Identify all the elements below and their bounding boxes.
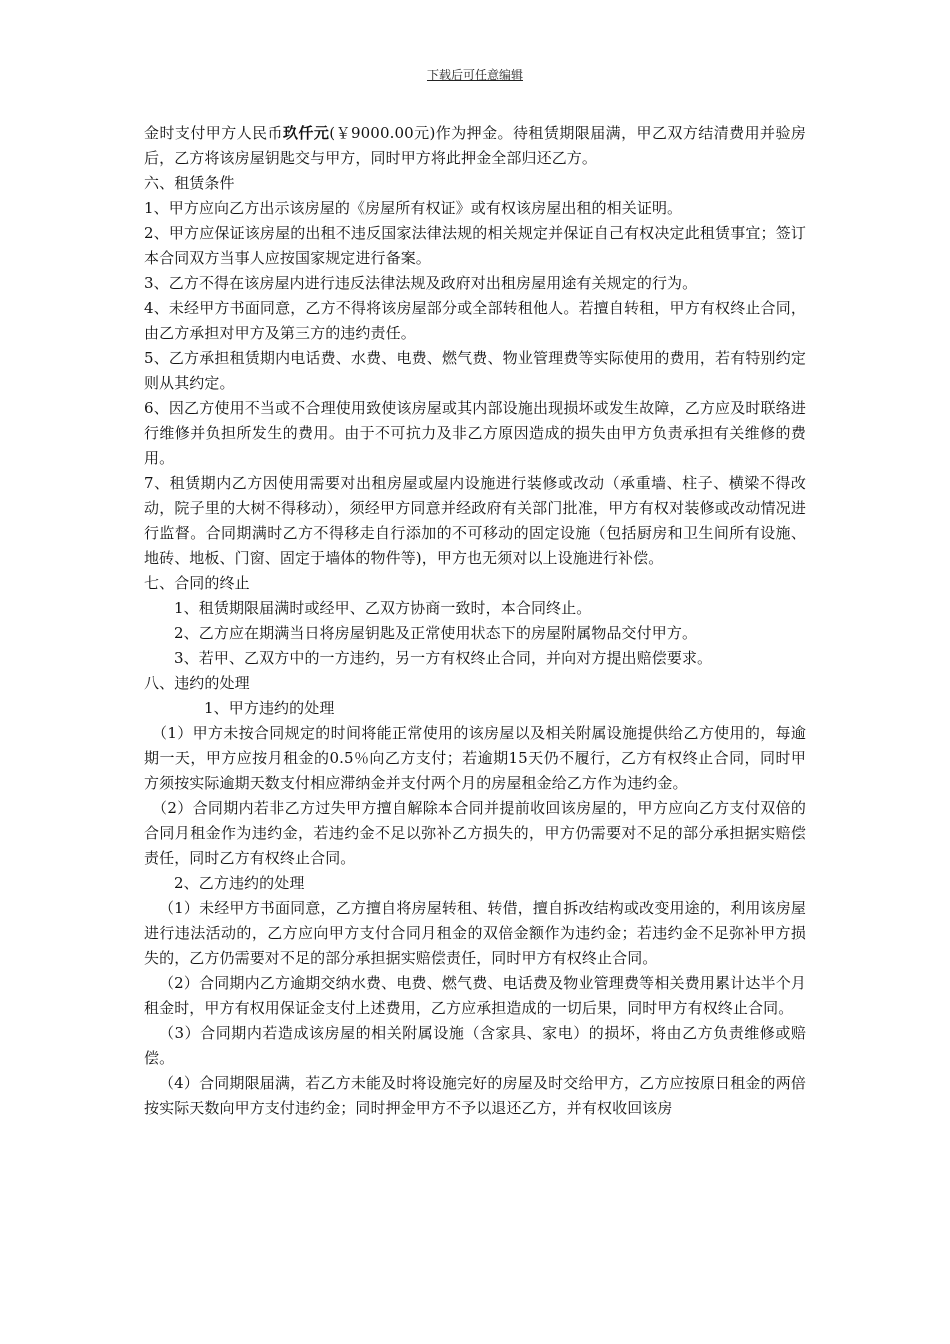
section-6-item-6: 6、因乙方使用不当或不合理使用致使该房屋或其内部设施出现损坏或发生故障，乙方应及时联络进行维修并负担所发生的费用。由于不可抗力及非乙方原因造成的损失由甲方负责承担有关维修的费用。 [144, 399, 806, 467]
section-6-item-2: 2、甲方应保证该房屋的出租不违反国家法律法规的相关规定并保证自己有权决定此租赁事宜；签订本合同双方当事人应按国家规定进行备案。 [144, 224, 806, 267]
section-8-title: 八、违约的处理 [144, 674, 250, 692]
section-7-item-3: 3、若甲、乙双方中的一方违约，另一方有权终止合同，并向对方提出赔偿要求。 [174, 649, 713, 667]
download-note-header [0, 66, 950, 83]
section-7-title: 七、合同的终止 [144, 574, 250, 592]
contract-body [144, 121, 806, 1121]
section-6-item-1: 1、甲方应向乙方出示该房屋的《房屋所有权证》或有权该房屋出租的相关证明。 [144, 199, 683, 217]
section-8-sub1-item-1: （1）甲方未按合同规定的时间将能正常使用的该房屋以及相关附属设施提供给乙方使用的，每逾期一天，甲方应按月租金的0.5％向乙方支付；若逾期15天仍不履行，乙方有权终止合同，同时甲方须按实际逾期天数支付相应滞纳金并支付两个月的房屋租金给乙方作为违约金。 [144, 724, 806, 792]
section-6-title: 六、租赁条件 [144, 174, 235, 192]
section-8-sub1-item-2: （2）合同期内若非乙方过失甲方擅自解除本合同并提前收回该房屋的，甲方应向乙方支付双倍的合同月租金作为违约金，若违约金不足以弥补乙方损失的，甲方仍需要对不足的部分承担据实赔偿责任，同时乙方有权终止合同。 [144, 799, 806, 867]
deposit-amount-words: 玖仟元 [282, 124, 330, 142]
deposit-paragraph [144, 121, 806, 171]
section-7-item-1: 1、租赁期限届满时或经甲、乙双方协商一致时，本合同终止。 [174, 599, 592, 617]
section-6-item-3: 3、乙方不得在该房屋内进行违反法律法规及政府对出租房屋用途有关规定的行为。 [144, 274, 698, 292]
section-8-sub2-item-3: （3）合同期内若造成该房屋的相关附属设施（含家具、家电）的损坏，将由乙方负责维修或赔偿。 [144, 1024, 806, 1067]
section-6-item-5: 5、乙方承担租赁期内电话费、水费、电费、燃气费、物业管理费等实际使用的费用，若有特别约定则从其约定。 [144, 349, 806, 392]
section-8-sub2-item-2: （2）合同期内乙方逾期交纳水费、电费、燃气费、电话费及物业管理费等相关费用累计达半个月租金时，甲方有权用保证金支付上述费用，乙方应承担造成的一切后果，同时甲方有权终止合同。 [144, 974, 806, 1017]
download-note-text: 下载后可任意编辑 [426, 68, 523, 82]
section-6-item-7: 7、租赁期内乙方因使用需要对出租房屋或屋内设施进行装修或改动（承重墙、柱子、横梁不得改动，院子里的大树不得移动），须经甲方同意并经政府有关部门批准，甲方有权对装修或改动情况进行监督。合同期满时乙方不得移走自行添加的不可移动的固定设施（包括厨房和卫生间所有设施、地砖、地板、门窗、固定于墙体的物件等)，甲方也无须对以上设施进行补偿。 [144, 474, 806, 567]
section-8-sub2-title: 2、乙方违约的处理 [174, 874, 305, 892]
section-8-sub2-item-1: （1）未经甲方书面同意，乙方擅自将房屋转租、转借，擅自拆改结构或改变用途的，利用该房屋进行违法活动的，乙方应向甲方支付合同月租金的双倍金额作为违约金；若违约金不足弥补甲方损失的，乙方仍需要对不足的部分承担据实赔偿责任，同时甲方有权终止合同。 [144, 899, 806, 967]
section-6-item-4: 4、未经甲方书面同意，乙方不得将该房屋部分或全部转租他人。若擅自转租，甲方有权终止合同，由乙方承担对甲方及第三方的违约责任。 [144, 299, 806, 342]
section-7-item-2: 2、乙方应在期满当日将房屋钥匙及正常使用状态下的房屋附属物品交付甲方。 [174, 624, 698, 642]
deposit-text-a: 金时支付甲方人民币 [144, 124, 283, 142]
deposit-text-b: (￥9000.00元)作为押金。待租赁期限届满，甲乙双方结清费用并验房后，乙方将该房屋钥匙交与甲方，同时甲方将此押金全部归还乙方。 [144, 124, 806, 167]
section-8-sub2-item-4: （4）合同期限届满，若乙方未能及时将设施完好的房屋及时交给甲方，乙方应按原日租金的两倍按实际天数向甲方支付违约金；同时押金甲方不予以退还乙方，并有权收回该房 [144, 1074, 806, 1117]
section-8-sub1-title: 1、甲方违约的处理 [204, 699, 335, 717]
